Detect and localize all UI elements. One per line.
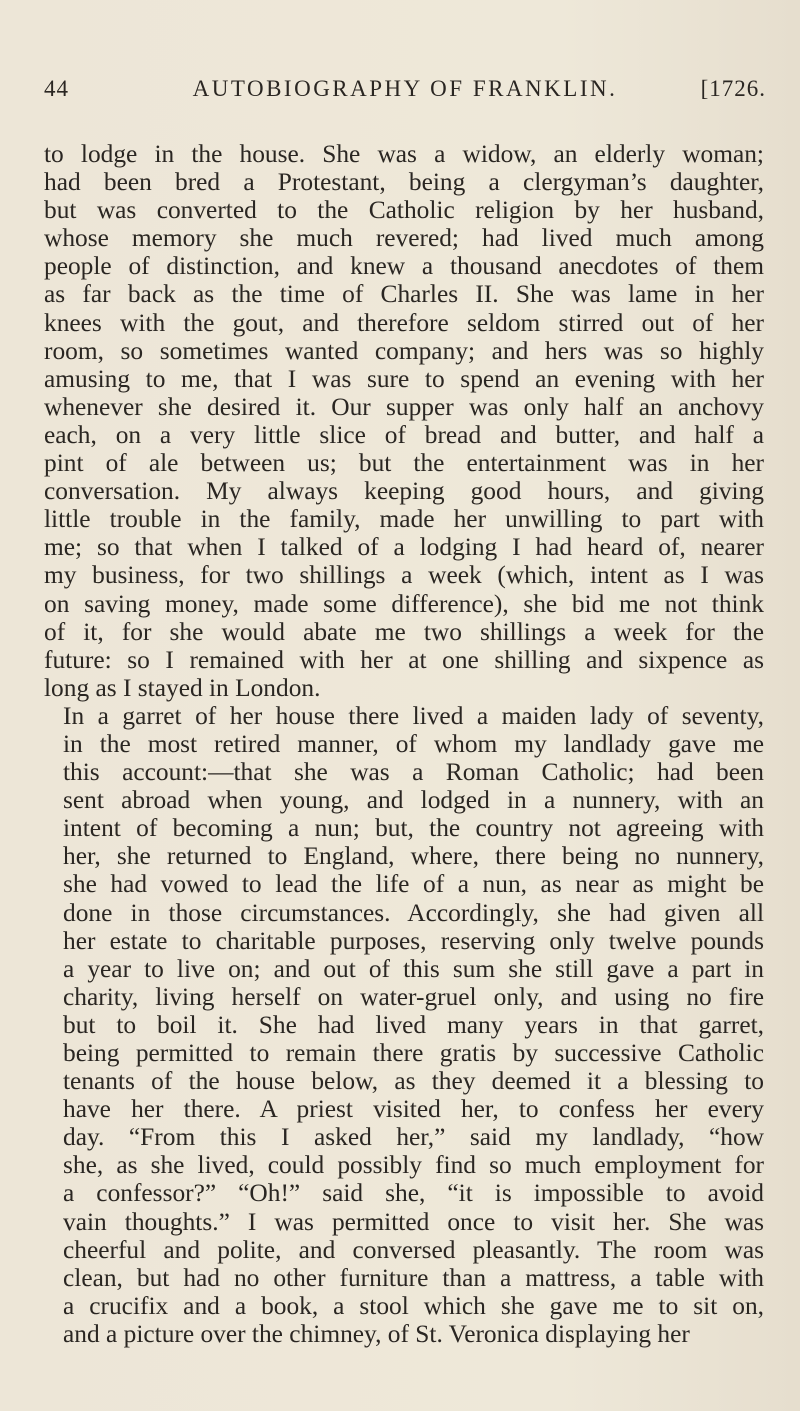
body-text [44,140,764,1348]
text-line: long as I stayed in London. [44,673,321,702]
text-line: she had vowed to lead the life of a nun, as near as might be [63,870,764,899]
text-line: this account:—that she was a Roman Catholic; had been [63,758,764,787]
text-line: done in those circumstances. Accordingly, she had given all [63,898,764,927]
year-marker: [1726. [700,76,766,101]
text-line: vain thoughts.” I was permitted once to visit her. She was [63,1207,764,1236]
text-line: intent of becoming a nun; but, the country not agreeing with [63,814,764,843]
text-line: little trouble in the family, made her unwilling to part with [44,505,764,534]
text-line: on saving money, made some difference), she bid me not think [44,589,764,618]
text-line: in the most retired manner, of whom my landlady gave me [63,729,764,758]
text-line: but to boil it. She had lived many years in that garret, [63,1010,764,1039]
text-line: pint of ale between us; but the entertainment was in her [44,449,764,478]
text-line: day. “From this I asked her,” said my landlady, “how [63,1123,764,1152]
text-line: conversation. My always keeping good hours, and giving [44,477,764,506]
text-line: of it, for she would abate me two shillings a week for the [44,617,764,646]
text-line: my business, for two shillings a week (which, intent as I was [44,561,764,590]
text-line: being permitted to remain there gratis by successive Catholic [63,1039,764,1067]
text-line: she, as she lived, could possibly find so much employment for [63,1151,764,1180]
paragraph-1 [44,140,764,702]
text-line: and a picture over the chimney, of St. Veronica displaying her [63,1319,690,1348]
running-title: AUTOBIOGRAPHY OF FRANKLIN. [192,76,618,101]
text-line: future: so I remained with her at one shilling and sixpence as [44,645,764,674]
text-line: whose memory she much revered; had lived much among [44,224,764,253]
running-header [44,76,766,112]
text-line: a confessor?” “Oh!” said she, “it is impossible to avoid [63,1179,764,1208]
text-line: room, so sometimes wanted company; and hers was so highly [44,336,764,365]
page-number: 44 [44,76,69,101]
text-line: tenants of the house below, as they deemed it a blessing to [63,1067,764,1096]
text-line: but was converted to the Catholic religion by her husband, [44,196,764,225]
text-line: knees with the gout, and therefore seldom stirred out of her [44,308,764,337]
text-line: had been bred a Protestant, being a clergyman’s daughter, [44,168,764,197]
text-line: clean, but had no other furniture than a mattress, a table with [63,1263,764,1292]
text-line: amusing to me, that I was sure to spend an evening with her [44,364,764,393]
text-line: to lodge in the house. She was a widow, an elderly woman; [44,140,764,168]
paragraph-2 [44,702,764,1348]
text-line: a crucifix and a book, a stool which she gave me to sit on, [63,1291,764,1320]
text-line: a year to live on; and out of this sum she still gave a part in [63,954,764,983]
text-line: have her there. A priest visited her, to confess her every [63,1095,764,1124]
text-line: her estate to charitable purposes, reserving only twelve pounds [63,926,764,955]
text-line: each, on a very little slice of bread and butter, and half a [44,420,764,449]
text-line: her, she returned to England, where, there being no nunnery, [63,842,764,871]
text-line: charity, living herself on water-gruel only, and using no fire [63,982,764,1011]
text-line: sent abroad when young, and lodged in a nunnery, with an [63,786,764,815]
text-line: me; so that when I talked of a lodging I had heard of, nearer [44,533,764,562]
text-line: whenever she desired it. Our supper was only half an anchovy [44,392,764,421]
text-line: cheerful and polite, and conversed pleasantly. The room was [63,1235,764,1264]
text-line: In a garret of her house there lived a maiden lady of seventy, [63,701,764,730]
text-line: people of distinction, and knew a thousand anecdotes of them [44,252,764,281]
text-line: as far back as the time of Charles II. She was lame in her [44,280,764,309]
